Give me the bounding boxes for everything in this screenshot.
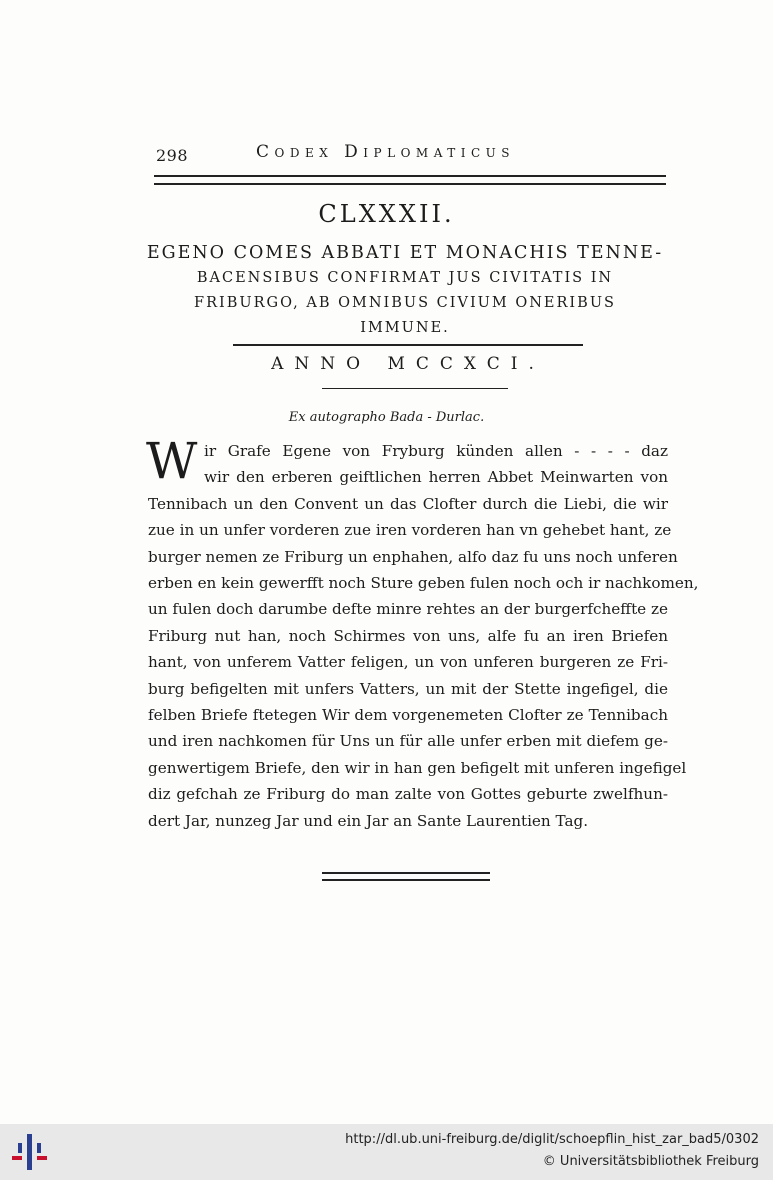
text-line: felben Briefe ftetegen Wir dem vorgenemeten Clofter ze Tennibach <box>148 706 668 725</box>
text-line: Friburg nut han, noch Schirmes von uns, alfe fu an iren Briefen <box>148 626 668 645</box>
running-head <box>150 140 670 168</box>
document-headline <box>140 240 670 341</box>
headline-rule <box>233 344 583 346</box>
headline-line: BACENSIBUS CONFIRMAT JUS CIVITATIS IN <box>196 270 614 286</box>
text-line: un fulen doch darumbe defte minre rehtes an der burgerfcheffte ze <box>148 600 668 619</box>
text-line: burg befigelten mit unfers Vatters, un mit der Stette ingefigel, die <box>148 679 668 698</box>
text-line: dert Jar, nunzeg Jar und ein Jar an Sante Laurentien Tag. <box>148 811 589 830</box>
text-line: erben en kein gewerfft noch Sture geben fulen noch och ir nachkomen, <box>148 574 699 593</box>
text-line: hant, von unferem Vatter feligen, un von unferen burgeren ze Fri- <box>148 653 668 672</box>
text-line: diz gefchah ze Friburg do man zalte von Gottes geburte zwelfhun- <box>148 785 668 804</box>
headline-line: IMMUNE. <box>360 320 450 336</box>
ub-freiburg-logo-icon <box>12 1134 48 1170</box>
headline-line: FRIBURGO, AB OMNIBUS CIVIUM ONERIBUS <box>194 295 616 311</box>
text-line: wir den erberen geiftlichen herren Abbet Meinwarten von <box>204 468 668 487</box>
permalink-url[interactable]: http://dl.ub.uni-freiburg.de/diglit/schoepflin_hist_zar_bad5/0302 <box>345 1132 759 1147</box>
text-line: burger nemen ze Friburg un enphahen, alfo daz fu uns noch unferen <box>148 547 678 566</box>
charter-text <box>146 432 699 834</box>
text-line: ir Grafe Egene von Fryburg künden allen - - - - daz <box>204 442 668 460</box>
header-double-rule <box>154 175 666 185</box>
copyright-notice: © Universitätsbibliothek Freiburg <box>542 1154 759 1169</box>
drop-cap-initial: W <box>146 432 198 490</box>
document-number: CLXXXII. <box>318 200 455 228</box>
source-note: Ex autographo Bada - Durlac. <box>288 410 485 425</box>
running-title: Codex Diplomaticus <box>256 142 515 162</box>
page-number: 298 <box>156 146 189 165</box>
text-line: Tennibach un den Convent un das Clofter durch die Liebi, die wir <box>148 494 668 513</box>
year-rule <box>322 388 508 389</box>
closing-double-rule <box>322 872 490 881</box>
viewer-footer <box>0 1124 773 1180</box>
text-line: und iren nachkomen für Uns un für alle unfer erben mit diefem ge- <box>148 732 668 751</box>
text-line: zue in un unfer vorderen zue iren vorderen han vn gehebet hant, ze <box>148 521 672 540</box>
headline-line: EGENO COMES ABBATI ET MONACHIS TENNE- <box>146 243 664 263</box>
document-year: ANNO MCCXCI. <box>271 354 545 374</box>
text-line: genwertigem Briefe, den wir in han gen befigelt mit unferen ingefigel <box>148 758 687 777</box>
